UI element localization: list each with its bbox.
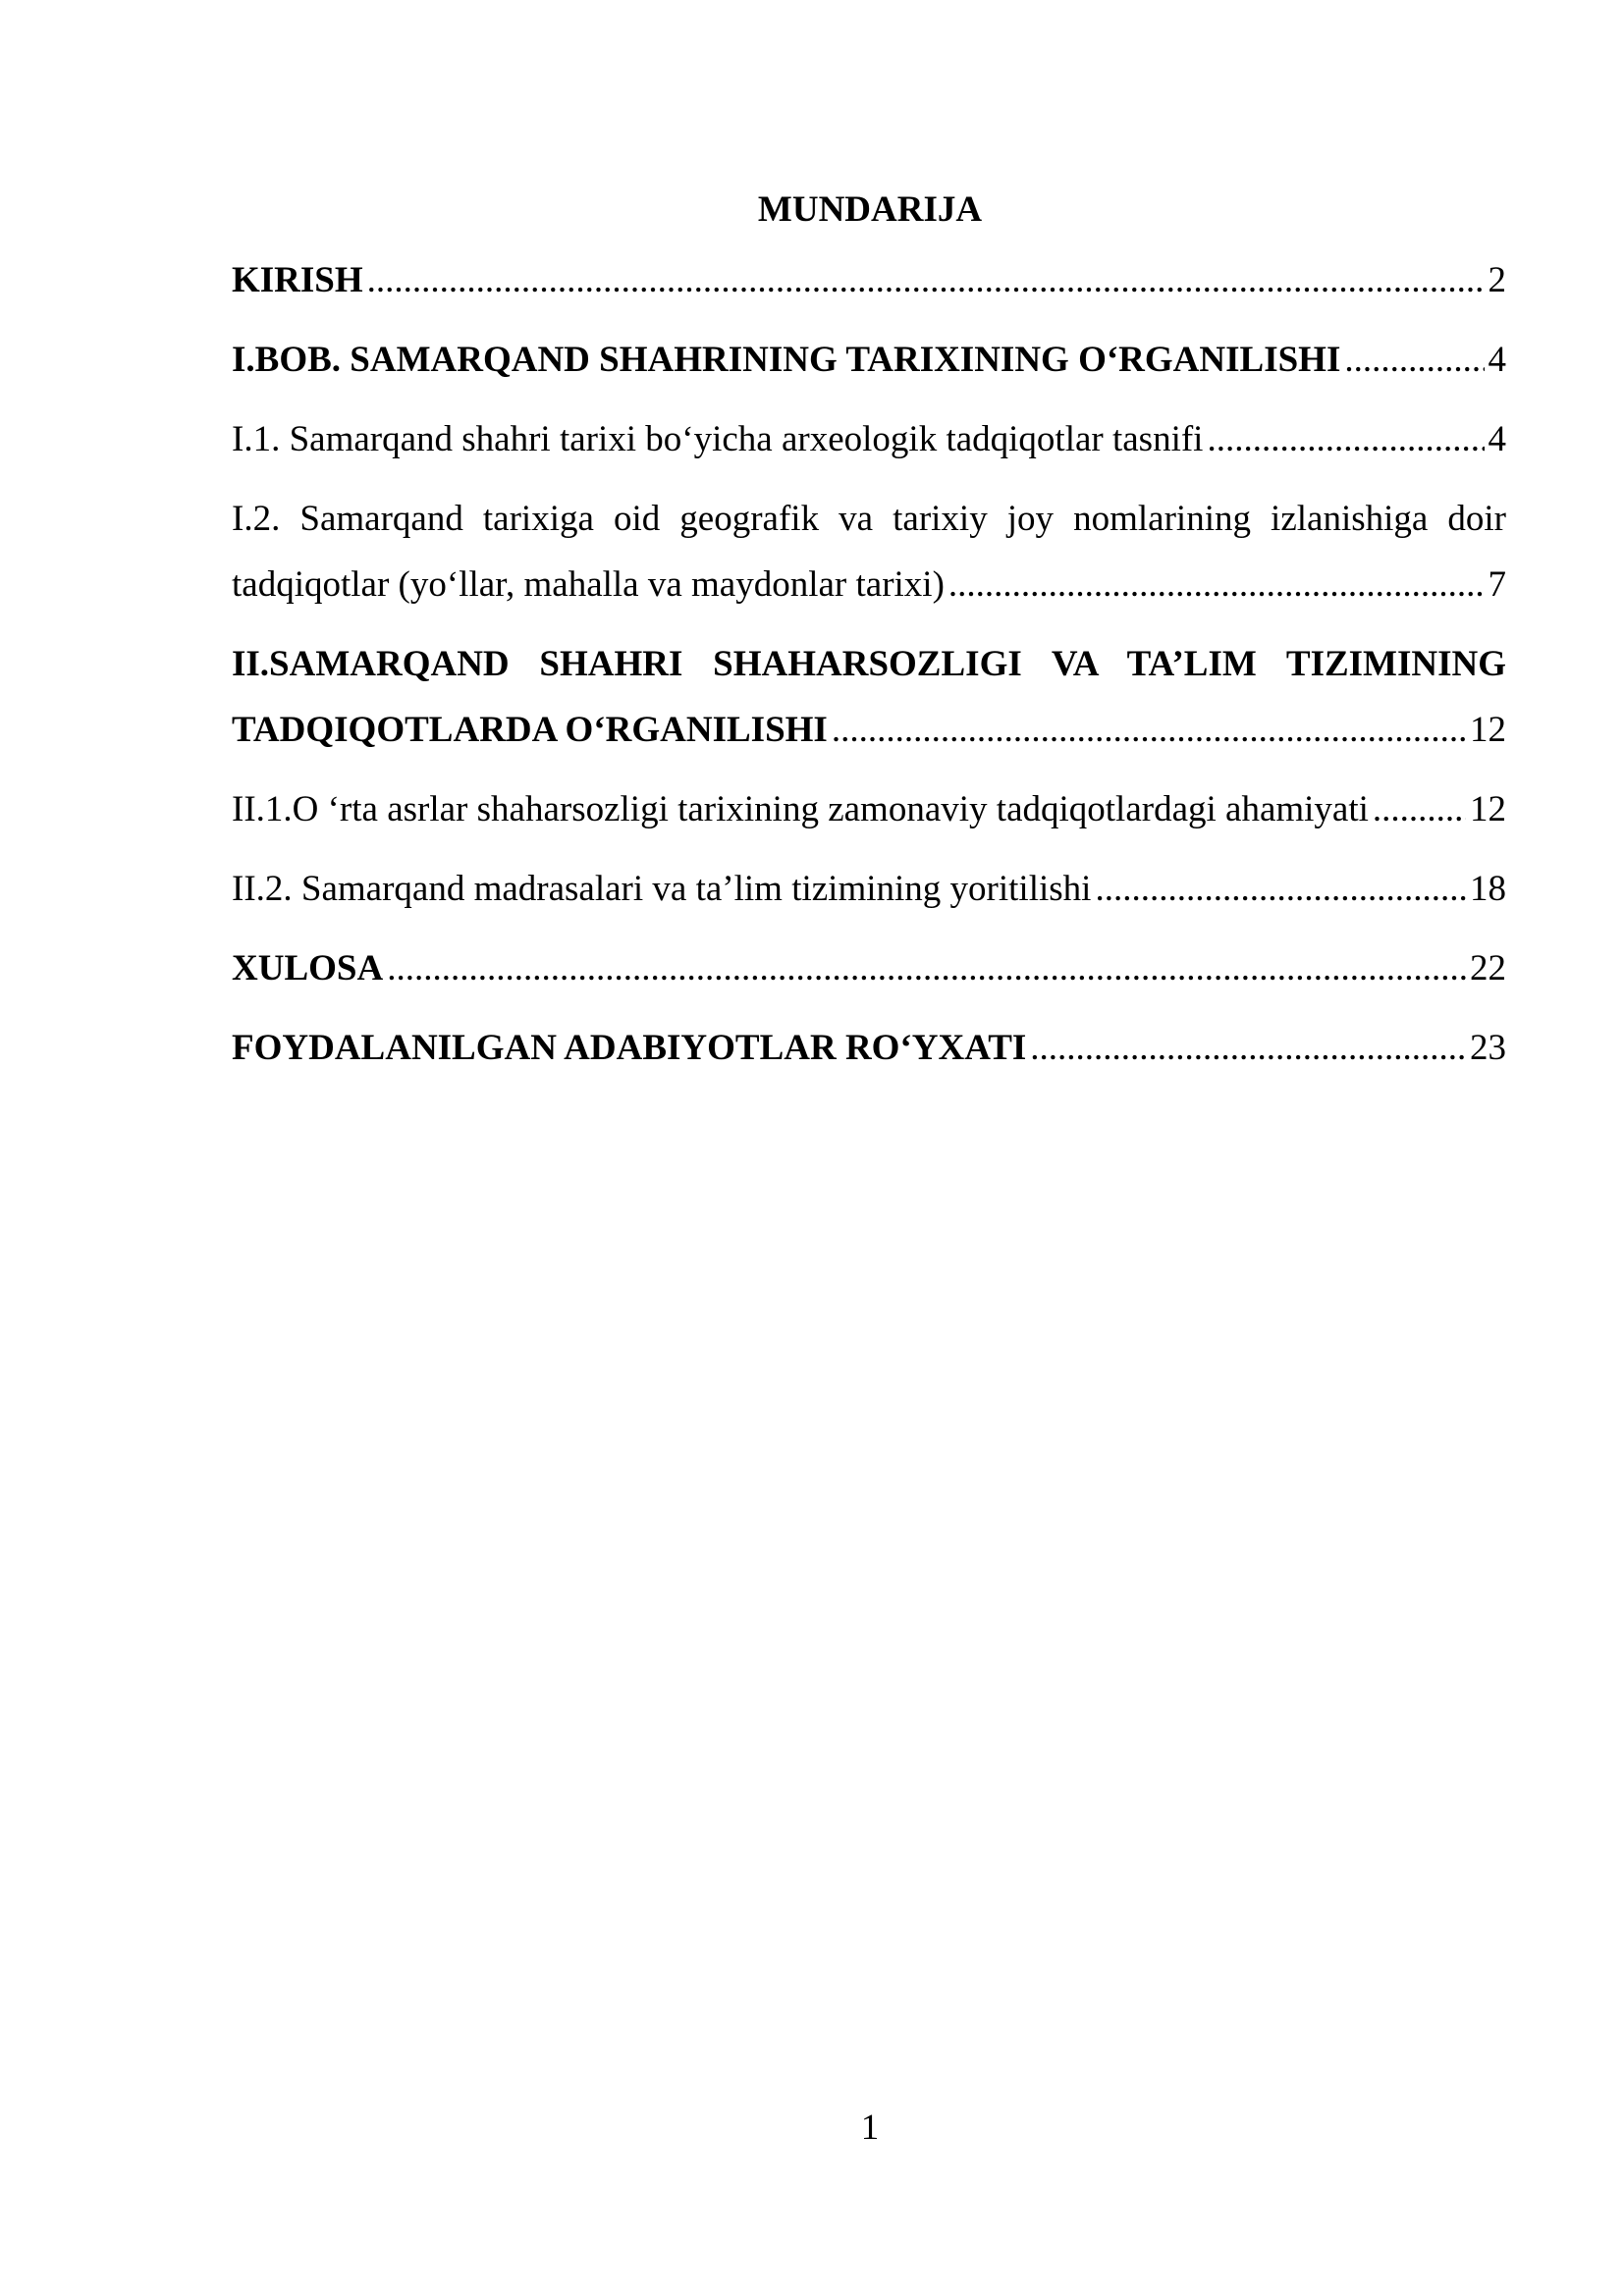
page-number: 1 (860, 2108, 880, 2148)
toc-entry-section-2-1[interactable] (232, 776, 1506, 842)
toc-page-number: 4 (1488, 419, 1506, 459)
toc-page-number: 4 (1488, 340, 1506, 380)
dot-leader (1373, 776, 1466, 842)
dot-leader (1207, 406, 1484, 472)
dot-leader (367, 247, 1485, 313)
toc-page-number: 2 (1488, 260, 1506, 300)
toc-entry-xulosa[interactable] (232, 935, 1506, 1001)
dot-leader (387, 935, 1466, 1001)
toc-page-number: 12 (1470, 710, 1506, 750)
dot-leader (832, 697, 1466, 763)
dot-leader (948, 552, 1485, 617)
toc-page-number: 23 (1470, 1028, 1506, 1068)
toc-entry-kirish[interactable] (232, 247, 1506, 313)
toc-entry-section-1-1[interactable] (232, 406, 1506, 472)
toc-page-number: 22 (1470, 948, 1506, 988)
dot-leader (1030, 1015, 1466, 1081)
toc-entry-section-1-2[interactable] (232, 486, 1506, 617)
table-of-contents (232, 247, 1506, 1095)
toc-entry-text-line-1: II.SAMARQAND SHAHRI SHAHARSOZLIGI VA TA’LIM TIZIMINING (232, 644, 1506, 684)
toc-entry-text: II.1.O ‘rta asrlar shaharsozligi tarixining zamonaviy tadqiqotlardagi ahamiyati (232, 789, 1369, 829)
toc-entry-section-2-2[interactable] (232, 856, 1506, 922)
dot-leader (1095, 856, 1466, 922)
toc-entry-text-line-2: TADQIQOTLARDA O‘RGANILISHI (232, 710, 828, 750)
toc-entry-text-line-2: tadqiqotlar (yo‘llar, mahalla va maydonlar tarixi) (232, 564, 945, 605)
toc-title: MUNDARIJA (757, 189, 983, 230)
toc-entry-text: KIRISH (232, 260, 363, 300)
toc-entry-text: I.1. Samarqand shahri tarixi bo‘yicha arxeologik tadqiqotlar tasnifi (232, 419, 1204, 459)
toc-entry-chapter-2[interactable] (232, 631, 1506, 763)
dot-leader (1344, 327, 1484, 393)
toc-entry-text-line-1: I.2. Samarqand tarixiga oid geografik va tarixiy joy nomlarining izlanishiga doir (232, 499, 1506, 539)
toc-entry-text: II.2. Samarqand madrasalari va ta’lim tizimining yoritilishi (232, 869, 1092, 909)
toc-entry-references[interactable] (232, 1015, 1506, 1081)
toc-entry-chapter-1[interactable] (232, 327, 1506, 393)
toc-page-number: 7 (1488, 564, 1506, 605)
toc-entry-text: I.BOB. SAMARQAND SHAHRINING TARIXINING O‘RGANILISHI (232, 340, 1341, 380)
toc-entry-text: XULOSA (232, 948, 384, 988)
toc-entry-text: FOYDALANILGAN ADABIYOTLAR RO‘YXATI (232, 1028, 1027, 1068)
toc-page-number: 18 (1470, 869, 1506, 909)
toc-page-number: 12 (1470, 789, 1506, 829)
